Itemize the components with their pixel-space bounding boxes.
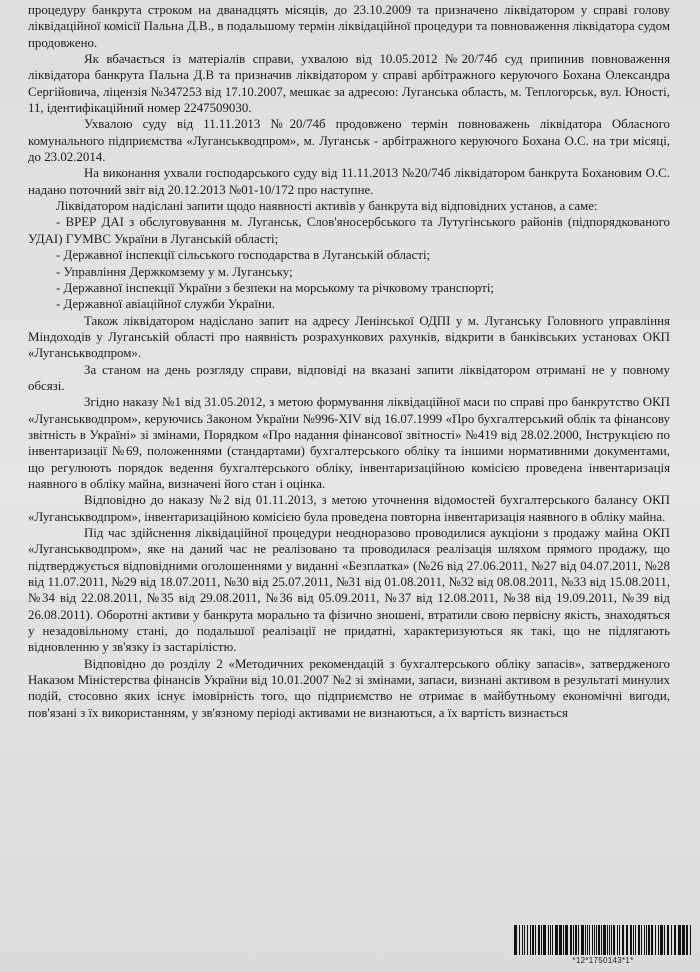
paragraph-tax-request: Також ліквідатором надіслано запит на адресу Ленінської ОДПІ у м. Луганську Головного управління Міндоходів у Луганській області про наявність розрахункових рахунків, відкрити в банківських установах ОКП «Луганськводпром». — [28, 313, 670, 361]
list-item-vrer-dai: - ВРЕР ДАІ з обслуговування м. Луганськ, Слов'яносербського та Лутугінського районів (підпорядкованого УДАІ) ГУМВС України в Луганській області; — [28, 215, 670, 246]
paragraph-auctions: Під час здійснення ліквідаційної процедури неодноразово проводилися аукціони з продажу майна ОКП «Луганськводпром», яке на даний час не реалізовано та проводилася реалізація шляхом прямого продажу, що підтверджується відповідними оголошеннями у виданні «Безплатка» (№26 від 27.06.2011, №27 від 04.07.2011, №28 від 11.07.2011, №29 від 18.07.2011, №30 від 25.07.2011, №31 від 01.08.2011, №32 від 08.08.2011, №33 від 15.08.2011, №34 від 22.08.2011, №35 від 29.08.2011, №36 від 05.09.2011, №37 від 12.08.2011, №38 від 19.09.2011, №39 від 26.08.2011). Оборотні активи у банкрута морально та фізично зношені, втратили свою первісну якість, знаходяться у незадовільному стані, до подальшої реалізації не придатні, характеризуються як такі, що не підлягають відновленню у зв'язку із застарілістю. — [28, 526, 670, 655]
barcode-text: *12*1750143*1* — [572, 956, 634, 965]
paragraph-order-1: Згідно наказу №1 від 31.05.2012, з метою формування ліквідаційної маси по справі про банкрутство ОКП «Луганськводпром», керуючись Законом України №996-XIV від 16.07.1999 «Про бухгалтерський облік та фінансову звітність в Україні» зі змінами, Порядком «Про надання фінансової звітності» №419 від 28.02.2000, Інструкцією по інвентаризації №69, положеннями (стандартами) бухгалтерського обліку та іншими нормативними документами, що регулюють порядок ведення бухгалтерського обліку, інвентаризаційною комісією проведена інвентаризація наявного в обліку майна, визначені його стан і оцінка. — [28, 395, 670, 491]
paragraph-status: За станом на день розгляду справи, відповіді на вказані запити ліквідатором отримані не у повному обсязі. — [28, 362, 670, 393]
barcode-icon — [514, 925, 692, 955]
list-item-derzhkomzem: - Управління Держкомзему у м. Луганську; — [56, 264, 293, 279]
document-body — [28, 2, 670, 721]
paragraph-liquidator-change: Як вбачається із матеріалів справи, ухвалою від 10.05.2012 №20/74б суд припинив повноваження ліквідатора банкрута Пальна Д.В та призначив ліквідатором у справі арбітражного керуючого Бохана Олександра Сергійовича, ліцензія №347253 від 17.10.2007, мешкає за адресою: Луганська область, м. Теплогорськ, вул. Юності, 11, ідентифікаційний номер 2247509030. — [28, 52, 670, 116]
list-item-aviation-service: - Державної авіаційної служби України. — [56, 297, 276, 312]
barcode — [514, 925, 692, 969]
paragraph-methodology: Відповідно до розділу 2 «Методичних рекомендацій з бухгалтерського обліку запасів», затвердженого Наказом Міністерства фінансів України від 10.01.2007 №2 зі змінами, запаси, визнані активом в результаті минулих подій, стосовно яких існує імовірність того, що підприємство не отримає в майбутньому економічні вигоди, пов'язані з їх використанням, у зв'язному періоді активами не визнаються, а їх вартість визнається — [28, 656, 670, 720]
paragraph-order-2: Відповідно до наказу №2 від 01.11.2013, з метою уточнення відомостей бухгалтерського балансу ОКП «Луганськводпром», інвентаризаційною комісією була проведена повторна інвентаризація наявного в обліку майна. — [28, 493, 670, 524]
list-item-maritime-inspection: - Державної інспекції України з безпеки на морському та річковому транспорті; — [56, 280, 495, 295]
paragraph-extension: Ухвалою суду від 11.11.2013 №20/74б продовжено термін повноважень ліквідатора Обласного комунального підприємства «Луганськводпром», м. Луганськ - арбітражного керуючого Бохана О.С. на три місяці, до 23.02.2014. — [28, 117, 670, 165]
list-item-agri-inspection: - Державної інспекції сільського господарства в Луганській області; — [56, 248, 431, 263]
paragraph-report: На виконання ухвали господарського суду від 11.11.2013 №20/74б ліквідатором банкрута Бохановим О.С. надано поточний звіт від 20.12.2013 №01-10/172 про наступне. — [28, 166, 670, 197]
paragraph-intro: процедуру банкрута строком на дванадцять місяців, до 23.10.2009 та призначено ліквідатором у справі голову ліквідаційної комісії Пальна Д.В., в подальшому термін ліквідаційної процедури та повноваження ліквідатора судом продовжено. — [28, 3, 670, 50]
paragraph-requests: Ліквідатором надіслані запити щодо наявності активів у банкрута від відповідних установ, а саме: — [56, 199, 598, 214]
